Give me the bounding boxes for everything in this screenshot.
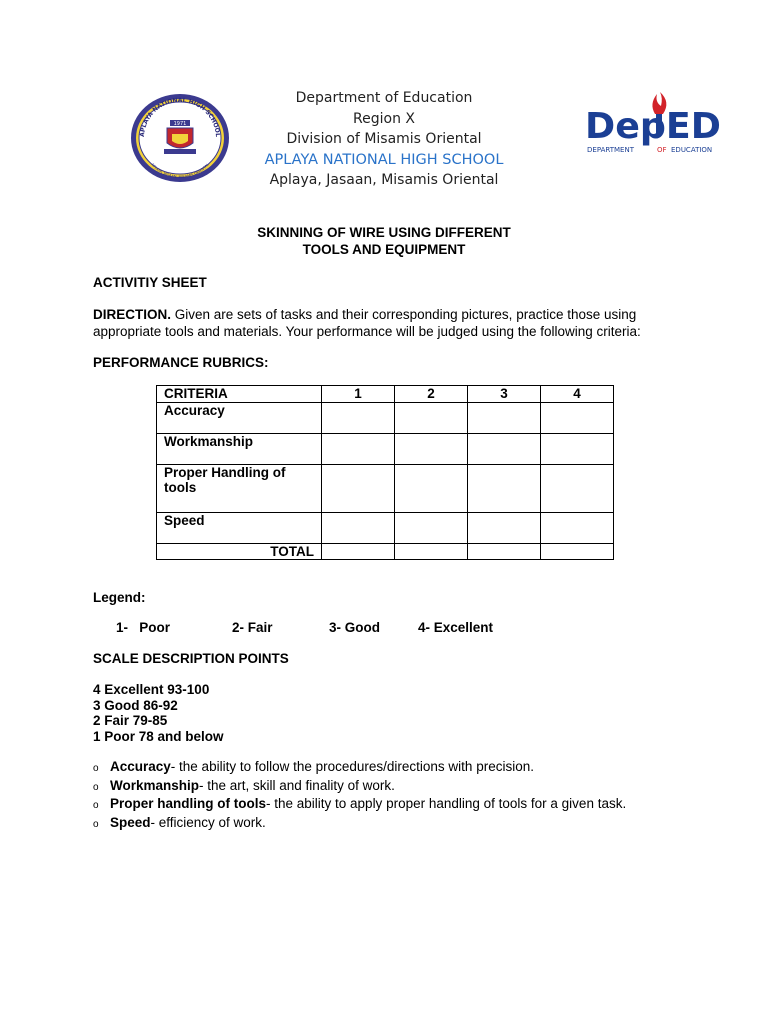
rubric-table (156, 385, 614, 560)
criteria-speed: Speed (157, 513, 322, 544)
header-score-2: 2 (395, 386, 468, 403)
scale-list (93, 682, 224, 744)
direction-paragraph (93, 307, 693, 340)
score-cell[interactable] (468, 403, 541, 434)
bullet-icon: o (93, 818, 99, 830)
title-line-2: TOOLS AND EQUIPMENT (302, 242, 466, 257)
bullet-icon: o (93, 800, 99, 811)
deped-tagline-left: DEPARTMENT (587, 146, 634, 154)
rubrics-heading: PERFORMANCE RUBRICS: (93, 355, 269, 370)
score-cell[interactable] (468, 513, 541, 544)
school-seal-logo (130, 93, 230, 183)
legend-item-excellent: 4- Excellent (418, 620, 494, 635)
table-header-row (157, 386, 614, 403)
seal-year: 1971 (173, 121, 187, 127)
school-address: Aplaya, Jasaan, Misamis Oriental (269, 172, 499, 188)
total-cell[interactable] (541, 544, 614, 560)
list-item (93, 796, 626, 815)
department-line: Department of Education (295, 90, 473, 106)
header-score-1: 1 (322, 386, 395, 403)
total-cell[interactable] (468, 544, 541, 560)
score-cell[interactable] (395, 465, 468, 513)
scale-item: 4 Excellent 93-100 (93, 682, 210, 697)
seal-bottom-text: APLAYA, JASAAN, MISAMIS ORIENTAL (150, 162, 210, 180)
description-text: - the ability to apply proper handling of tools for a given task. (266, 796, 627, 811)
legend-heading: Legend: (93, 590, 146, 605)
division-line: Division of Misamis Oriental (286, 131, 482, 147)
legend-item-fair: 2- Fair (232, 620, 273, 635)
score-cell[interactable] (541, 465, 614, 513)
score-cell[interactable] (322, 434, 395, 465)
table-row (157, 434, 614, 465)
list-item (93, 759, 626, 778)
legend-item-good: 3- Good (329, 620, 380, 635)
school-name: APLAYA NATIONAL HIGH SCHOOL (264, 151, 504, 168)
score-cell[interactable] (468, 434, 541, 465)
header-score-4: 4 (541, 386, 614, 403)
scale-item: 1 Poor 78 and below (93, 728, 224, 744)
direction-text: Given are sets of tasks and their corresponding pictures, practice those using appropriate tools and materials. Your performance will be judged using the following criteria: (93, 307, 641, 339)
score-cell[interactable] (541, 403, 614, 434)
criteria-descriptions (93, 759, 626, 833)
title-line-1: SKINNING OF WIRE USING DIFFERENT (257, 225, 511, 240)
direction-label: DIRECTION. (93, 307, 172, 322)
legend-item-poor: 1- Poor (116, 620, 171, 635)
header-score-3: 3 (468, 386, 541, 403)
criteria-accuracy: Accuracy (157, 403, 322, 434)
score-cell[interactable] (322, 403, 395, 434)
criteria-workmanship: Workmanship (157, 434, 322, 465)
list-item (93, 778, 626, 797)
region-line: Region X (353, 110, 415, 127)
score-cell[interactable] (468, 465, 541, 513)
total-label: TOTAL (157, 544, 322, 560)
table-total-row (157, 544, 614, 560)
score-cell[interactable] (322, 465, 395, 513)
score-cell[interactable] (322, 513, 395, 544)
activity-heading: ACTIVITIY SHEET (93, 275, 207, 290)
deped-logo (583, 90, 723, 156)
scale-item: 2 Fair 79-85 (93, 713, 168, 728)
bullet-icon: o (93, 763, 99, 774)
table-row (157, 465, 614, 513)
description-term: Proper handling of tools (110, 796, 266, 811)
criteria-proper-handling: Proper Handling of tools (157, 465, 322, 513)
deped-wordmark: DepED (585, 106, 721, 147)
description-term: Workmanship (110, 777, 200, 793)
table-row (157, 403, 614, 434)
table-row (157, 513, 614, 544)
scale-item: 3 Good 86-92 (93, 697, 178, 713)
scale-heading: SCALE DESCRIPTION POINTS (93, 651, 289, 666)
score-cell[interactable] (395, 403, 468, 434)
list-item (93, 815, 626, 834)
total-cell[interactable] (322, 544, 395, 560)
description-term: Speed (110, 814, 151, 830)
deped-tagline-of: OF (657, 146, 667, 154)
score-cell[interactable] (395, 434, 468, 465)
description-term: Accuracy (110, 759, 171, 774)
score-cell[interactable] (395, 513, 468, 544)
score-cell[interactable] (541, 434, 614, 465)
description-text: - the ability to follow the procedures/directions with precision. (170, 759, 534, 774)
score-cell[interactable] (541, 513, 614, 544)
description-text: - the art, skill and finality of work. (199, 777, 395, 793)
deped-tagline-right: EDUCATION (671, 146, 713, 154)
description-text: - efficiency of work. (150, 814, 266, 830)
seal-ring-text: APLAYA NATIONAL HIGH SCHOOL (138, 96, 222, 138)
bullet-icon: o (93, 781, 99, 793)
header-block (224, 88, 544, 191)
total-cell[interactable] (395, 544, 468, 560)
header-criteria: CRITERIA (157, 386, 322, 403)
